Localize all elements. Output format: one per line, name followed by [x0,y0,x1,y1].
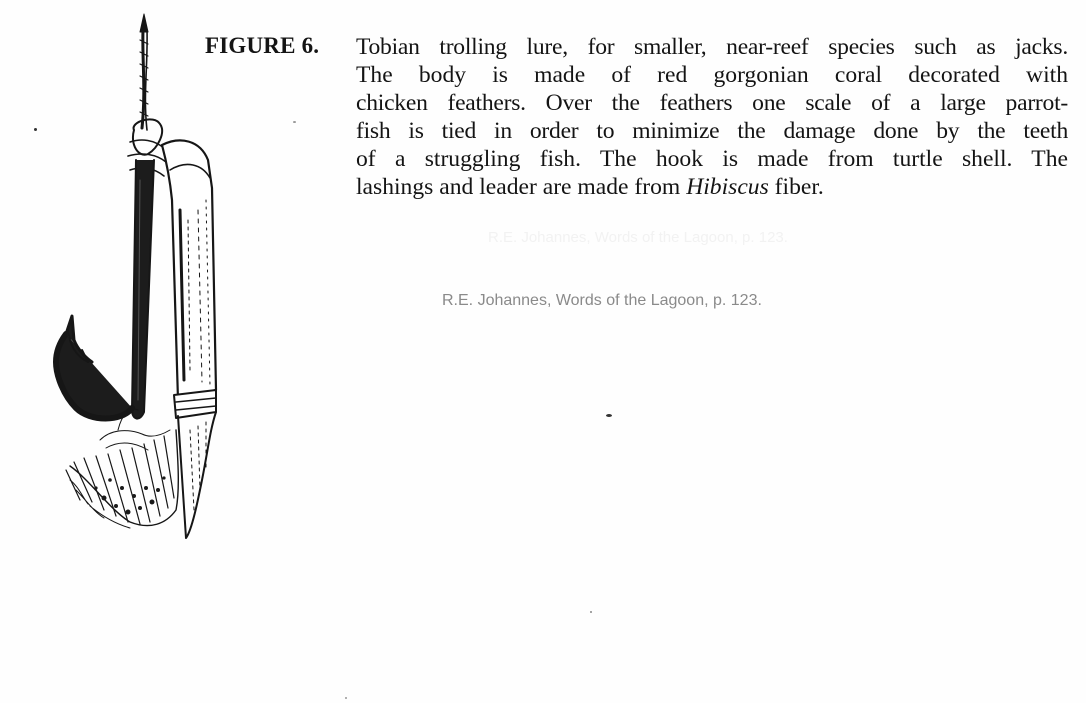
caption-line: chicken feathers. Over the feathers one scale of a large parrot- [356,90,1068,116]
figure-label: FIGURE 6. [205,33,320,58]
caption-line: fish is tied in order to minimize the damage done by the teeth [356,118,1068,144]
source-citation: R.E. Johannes, Words of the Lagoon, p. 123. [442,292,762,309]
trolling-lure-drawing-icon [30,10,240,545]
caption-text: lashings and leader are made from [356,174,687,200]
caption-line: of a struggling fish. The hook is made from turtle shell. The [356,146,1068,172]
caption-italic-species: Hibiscus [686,174,769,200]
faded-citation: R.E. Johannes, Words of the Lagoon, p. 123. [488,229,788,246]
figure-caption [356,33,1068,201]
caption-line: Tobian trolling lure, for smaller, near-reef species such as jacks. [356,34,1068,60]
caption-text: fiber. [768,174,824,200]
clipped-previous-text [205,0,475,6]
caption-last-line [356,173,1068,201]
caption-line: The body is made of red gorgonian coral decorated with [356,62,1068,88]
